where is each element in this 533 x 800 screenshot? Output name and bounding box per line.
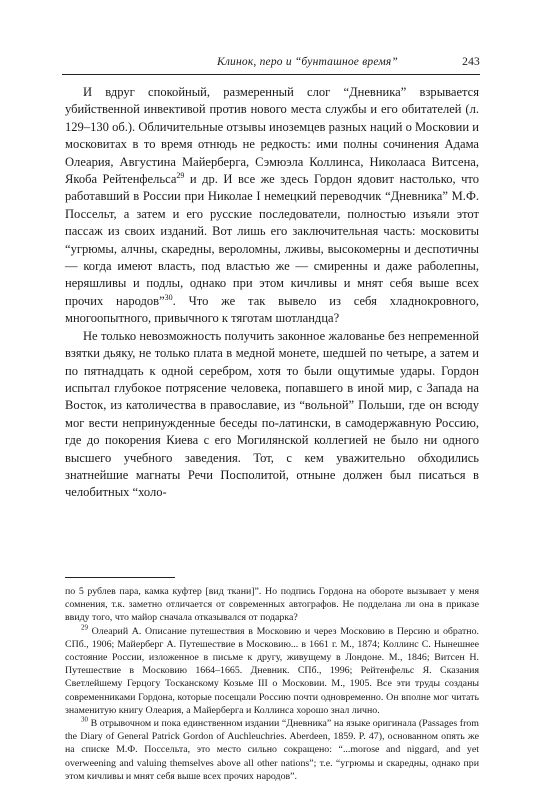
footnote-30-text: В отрывочном и пока единственном издании “Дневника” на языке оригинала (Passages from the Diary of General Patrick Gordon of Auchleuchries. Aberdeen, 1859. P. 47), основанном опять же на списке М.Ф. Поссельта, это место сильно сокращено: “...morose and niggard, and yet overweening and valuing themselves above all other nations”; т.е. “угрюмы и скаредны, однако при этом кичливы и мнят себя выше всех прочих народов”. (65, 718, 479, 782)
footnote-ref-29: 29 (176, 170, 185, 180)
paragraph-1-part-b: и др. И все же здесь Гордон ядовит настолько, что работавший в России при Николае I немецкий переводчик “Дневника” М.Ф. Поссельт, а затем и его русские последователи, полностью изъяли этот пассаж из своих изданий. Вот лишь его заключительная часть: московиты “угрюмы, алчны, скаредны, вероломны, лживы, высокомерны и деспотичны — когда имеют власть, под властью же — смиренны и даже раболепны, неряшливы и подлы, однако при этом кичливы и мнят себя выше всех прочих народов” (65, 172, 480, 308)
footnote-continuation: по 5 рублев пара, камка куфтер [вид ткани]”. Но подпись Гордона на обороте вызывает у меня сомнения, т.к. заметно отличается от современных автографов. Не подделана ли она в приказе ввиду того, что майор сначала отказывался от подарка? (65, 586, 479, 624)
footnote-29-number: 29 (81, 623, 88, 632)
footnotes (65, 585, 479, 783)
footnote-30 (65, 717, 479, 783)
paragraph-1-part-c: . Что же так вывело из себя хладнокровного, многоопытного, привычного к тяготам шотландца? (65, 293, 479, 326)
paragraph-1-part-a: И вдруг спокойный, размеренный слог “Дневника” взрывается убийственной инвективой против нового места службы и его обитателей (л. 129–130 об.). Обличительные отзывы иноземцев разных наций о Московии и московитах в то время отнюдь не редкость: ими полны сочинения Адама Олеария, Августина Майерберга, Сэмюэла Коллинса, Николааса Витсена, Якоба Рейтенфельса (65, 85, 479, 187)
paragraph-1 (65, 84, 479, 328)
running-title: Клинок, перо и “бунташное время” (217, 56, 399, 68)
paragraph-2: Не только невозможность получить законное жалованье без непременной взятки дьяку, не только плата в медной монете, шедшей по четыре, а затем и по пятнадцать к одной серебром, хотя то были ощутимые удары. Гордон испытал глубокое потрясение человека, попавшего в иной мир, с Запада на Восток, из католичества в православие, из “вольной” Польши, где он всюду мог вести непринужденные беседы по-латински, в самодержавную Россию, где до покорения Киева с его Могилянской коллегией не было ни одного высшего учебного заведения. Тот, с кем уважительно обходились знатнейшие магнаты Речи Посполитой, отныне должен был писаться в челобитных “холо- (65, 328, 479, 500)
footnote-29-text: Олеарий А. Описание путешествия в Московию и через Московию в Персию и обратно. СПб., 1906; Майерберг А. Путешествие в Московию... в 1661 г. М., 1874; Коллинс С. Нынешнее состояние России, изложенное в письме к другу, живущему в Лондоне. М., 1846; Витсен Н. Путешествие в Московию 1664–1665. Дневник. СПб., 1996; Рейтенфельс Я. Сказания Светлейшему Герцогу Тосканскому Козьме III о Московии. М., 1905. Все эти труды созданы современниками Гордона, которые посещали Россию почти одновременно. Он вполне мог читать знаменитую книгу Олеария, а Майерберга и Коллинса хорошо знал лично. (65, 625, 479, 716)
running-head (62, 56, 480, 74)
main-text (65, 84, 479, 502)
footnote-30-number: 30 (81, 715, 88, 724)
footnote-rule (65, 577, 175, 578)
footnote-29 (65, 625, 479, 717)
header-rule (62, 74, 480, 75)
page-number: 243 (462, 56, 480, 68)
footnote-ref-30: 30 (164, 292, 173, 302)
